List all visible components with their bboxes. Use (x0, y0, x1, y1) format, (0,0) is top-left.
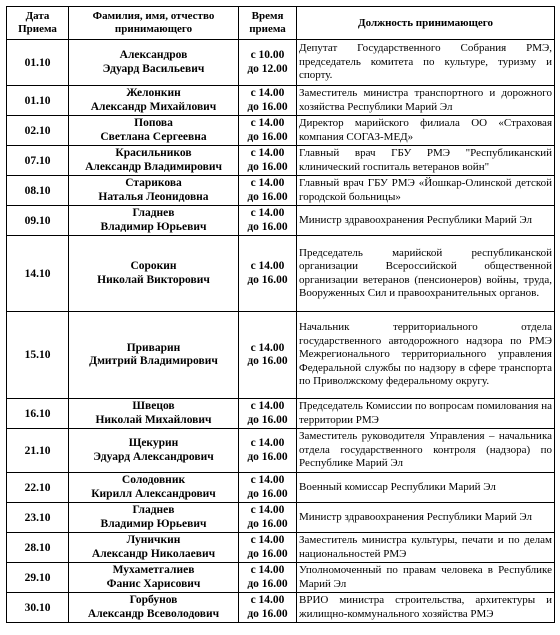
reception-date: 15.10 (7, 312, 69, 399)
reception-date: 23.10 (7, 503, 69, 533)
official-position: Заместитель руководителя Управления – начальника отдела государственного контроля (надзора) по Республике Марий Эл (297, 429, 555, 473)
reception-time (239, 593, 297, 623)
reception-time (239, 176, 297, 206)
official-surname: Солодовник (121, 474, 186, 486)
official-given-names: Александр Михайлович (90, 100, 217, 113)
table-row (7, 312, 555, 399)
time-from: с 14.00 (250, 177, 285, 189)
reception-time (239, 236, 297, 312)
reception-date: 29.10 (7, 563, 69, 593)
reception-time (239, 206, 297, 236)
official-name (69, 563, 239, 593)
time-to: до 16.00 (247, 450, 288, 463)
time-from: с 14.00 (250, 207, 285, 219)
official-surname: Приварин (126, 341, 181, 354)
time-from: с 14.00 (250, 534, 285, 546)
table-row (7, 429, 555, 473)
official-surname: Луничкин (126, 534, 181, 546)
reception-time (239, 86, 297, 116)
table-row (7, 533, 555, 563)
header-name: Фамилия, имя, отчество принимающего (69, 7, 239, 40)
official-surname: Гладнев (132, 207, 175, 219)
official-given-names: Александр Владимирович (85, 160, 222, 173)
time-from: с 14.00 (250, 147, 285, 159)
official-surname: Желонкин (126, 87, 181, 99)
time-to: до 16.00 (247, 100, 288, 113)
official-given-names: Александр Всеволодович (87, 607, 220, 620)
official-surname: Щекурин (128, 437, 179, 449)
reception-time (239, 146, 297, 176)
official-name (69, 593, 239, 623)
official-surname: Александров (119, 49, 188, 61)
official-name (69, 399, 239, 429)
official-name (69, 40, 239, 86)
table-row (7, 40, 555, 86)
reception-date: 01.10 (7, 86, 69, 116)
reception-time (239, 40, 297, 86)
official-surname: Гладнев (132, 504, 175, 516)
official-name (69, 176, 239, 206)
official-surname: Горбунов (129, 594, 178, 606)
official-position: Заместитель министра культуры, печати и по делам национальностей РМЭ (297, 533, 555, 563)
reception-date: 08.10 (7, 176, 69, 206)
reception-date: 28.10 (7, 533, 69, 563)
time-to: до 16.00 (247, 160, 288, 173)
official-position: Военный комиссар Республики Марий Эл (297, 473, 555, 503)
official-given-names: Фанис Харисович (106, 577, 201, 590)
reception-date: 14.10 (7, 236, 69, 312)
reception-time (239, 399, 297, 429)
header-time: Время приема (239, 7, 297, 40)
time-to: до 16.00 (247, 487, 288, 500)
official-position: Министр здравоохранения Республики Марий Эл (297, 503, 555, 533)
official-position: ВРИО министра строительства, архитектуры и жилищно-коммунального хозяйства РМЭ (297, 593, 555, 623)
official-given-names: Николай Викторович (97, 273, 210, 286)
reception-time (239, 473, 297, 503)
header-position: Должность принимающего (297, 7, 555, 40)
official-given-names: Эдуард Александрович (93, 450, 214, 463)
official-given-names: Владимир Юрьевич (100, 517, 207, 530)
header-row (7, 7, 555, 40)
reception-time (239, 533, 297, 563)
time-to: до 12.00 (247, 62, 288, 75)
time-to: до 16.00 (247, 517, 288, 530)
official-given-names: Владимир Юрьевич (100, 220, 207, 233)
reception-time (239, 563, 297, 593)
official-position: Председатель марийской республиканской организации Всероссийской общественной организации ветеранов (пенсионеров) войны, труда, Вооруженных Сил и правоохранительных органов. (297, 236, 555, 312)
table-row (7, 236, 555, 312)
reception-time (239, 503, 297, 533)
table-row (7, 116, 555, 146)
reception-time (239, 429, 297, 473)
official-surname: Красильников (115, 147, 192, 159)
official-given-names: Николай Михайлович (95, 413, 212, 426)
official-position: Главный врач ГБУ РМЭ "Республиканский клинический госпиталь ветеранов войн" (297, 146, 555, 176)
official-given-names: Наталья Леонидовна (98, 190, 209, 203)
time-to: до 16.00 (247, 273, 288, 286)
time-to: до 16.00 (247, 413, 288, 426)
table-row (7, 473, 555, 503)
official-position: Председатель Комиссии по вопросам помилования на территории РМЭ (297, 399, 555, 429)
official-surname: Мухаметгалиев (112, 564, 195, 576)
table-body (7, 40, 555, 623)
reception-date: 22.10 (7, 473, 69, 503)
official-given-names: Светлана Сергеевна (100, 130, 207, 143)
table-row (7, 503, 555, 533)
reception-date: 16.10 (7, 399, 69, 429)
header-date: Дата Приема (7, 7, 69, 40)
time-from: с 14.00 (250, 87, 285, 99)
official-position: Министр здравоохранения Республики Марий Эл (297, 206, 555, 236)
official-given-names: Эдуард Васильевич (102, 62, 205, 75)
reception-time (239, 312, 297, 399)
time-to: до 16.00 (247, 577, 288, 590)
time-from: с 14.00 (250, 504, 285, 516)
official-given-names: Дмитрий Владимирович (89, 355, 218, 367)
official-surname: Попова (134, 117, 173, 129)
time-from: с 14.00 (250, 474, 285, 486)
time-from: с 10.00 (250, 49, 285, 61)
time-from: с 14.00 (250, 594, 285, 606)
time-from: с 14.00 (250, 117, 285, 129)
official-surname: Швецов (132, 400, 175, 412)
table-row (7, 563, 555, 593)
table-row (7, 176, 555, 206)
official-position: Начальник территориального отдела государственного автодорожного надзора по РМЭ Межрегионального территориального управления Федеральной службы по надзору в сфере транспорта по Приволжскому федеральному округу. (297, 312, 555, 399)
official-position: Директор марийского филиала ОО «Страховая компания СОГАЗ-МЕД» (297, 116, 555, 146)
official-name (69, 429, 239, 473)
official-name (69, 473, 239, 503)
official-position: Депутат Государственного Собрания РМЭ, председатель комитета по культуре, туризму и спорту. (297, 40, 555, 86)
reception-date: 30.10 (7, 593, 69, 623)
time-to: до 16.00 (247, 547, 288, 560)
table-row (7, 206, 555, 236)
table-row (7, 593, 555, 623)
official-position: Уполномоченный по правам человека в Республике Марий Эл (297, 563, 555, 593)
reception-date: 21.10 (7, 429, 69, 473)
reception-date: 07.10 (7, 146, 69, 176)
time-to: до 16.00 (247, 190, 288, 203)
table-row (7, 86, 555, 116)
reception-date: 09.10 (7, 206, 69, 236)
reception-date: 01.10 (7, 40, 69, 86)
reception-date: 02.10 (7, 116, 69, 146)
time-to: до 16.00 (247, 220, 288, 233)
official-given-names: Кирилл Александрович (91, 487, 216, 500)
time-from: с 14.00 (250, 437, 285, 449)
time-from: с 14.00 (250, 400, 285, 412)
reception-time (239, 116, 297, 146)
time-from: с 14.00 (250, 341, 285, 354)
table-row (7, 399, 555, 429)
official-name (69, 503, 239, 533)
official-position: Заместитель министра транспортного и дорожного хозяйства Республики Марий Эл (297, 86, 555, 116)
official-given-names: Александр Николаевич (91, 547, 216, 560)
reception-schedule-table (6, 6, 555, 623)
official-name (69, 86, 239, 116)
time-from: с 14.00 (250, 260, 285, 272)
official-name (69, 206, 239, 236)
official-name (69, 236, 239, 312)
official-name (69, 533, 239, 563)
official-name (69, 146, 239, 176)
official-position: Главный врач ГБУ РМЭ «Йошкар-Олинской детской городской больницы» (297, 176, 555, 206)
time-from: с 14.00 (250, 564, 285, 576)
official-surname: Старикова (125, 177, 182, 189)
official-name (69, 116, 239, 146)
time-to: до 16.00 (247, 607, 288, 620)
official-surname: Сорокин (130, 260, 177, 272)
time-to: до 16.00 (247, 130, 288, 143)
table-row (7, 146, 555, 176)
official-name (69, 312, 239, 399)
time-to: до 16.00 (247, 355, 288, 367)
